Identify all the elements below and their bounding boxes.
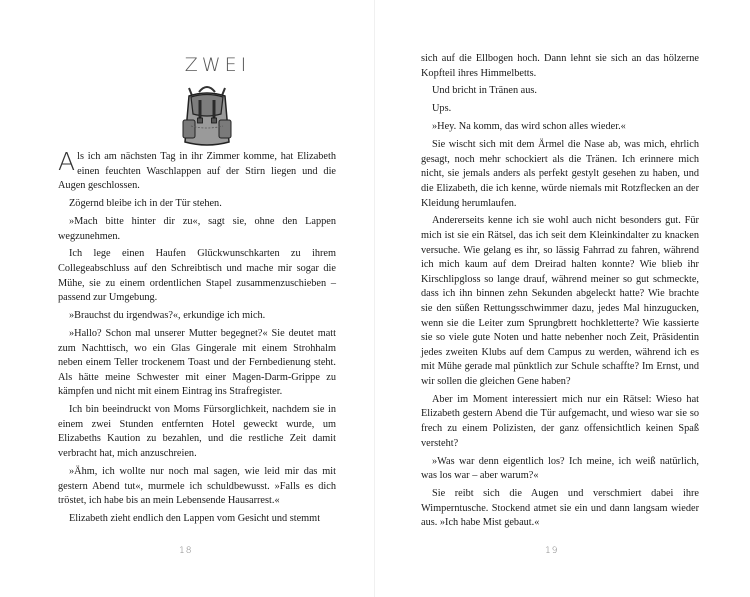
- paragraph: Ich bin beeindruckt von Moms Fürsorglichkeit, nachdem sie in einem zwei Stunden entfernten Hotel geweckt wurde, um Elizabeths Kaution zu bezahlen, und die restliche Zeit damit verbracht hat, mich anzuschreien.: [58, 404, 336, 460]
- paragraph: Sie wischt sich mit dem Ärmel die Nase ab, was mich, ehrlich gesagt, noch mehr schockiert als die Tränen. Ich erinnere mich nicht, sie jemals anders als perfekt gestylt gesehen zu haben, und die Elizabeth, die ich kenne, würde niemals mit Rotzflecken an der Kleidung herumlaufen.: [421, 139, 699, 209]
- paragraph: sich auf die Ellbogen hoch. Dann lehnt sie sich an das hölzerne Kopfteil ihres Himmelbetts.: [421, 53, 699, 79]
- paragraph: »Hallo? Schon mal unserer Mutter begegnet?« Sie deutet matt zum Nachttisch, wo ein Glas Gingerale mit einem Strohhalm neben einem Teller trockenem Toast und der Fernbedienung steht. Als hätte meine Schwester mit einer Magen-Darm-Grippe zu kämpfen und nicht mit einem Eintrag ins Strafregister.: [58, 328, 336, 398]
- right-page-text: [421, 52, 699, 534]
- paragraph: Ups.: [432, 103, 452, 115]
- paragraph-text: ls ich am nächsten Tag in ihr Zimmer komme, hat Elizabeth einen feuchten Waschlappen auf der Stirn liegen und die Augen geschlossen.: [58, 151, 336, 192]
- paragraph: Andererseits kenne ich sie wohl auch nicht besonders gut. Für mich ist sie ein Rätsel, das ich seit dem Kleinkindalter zu knacken versuche. Wie gelang es ihr, so lässig Fahrrad zu fahren, während ich mich kaum auf dem Dreirad halten konnte? Wie blieb ihr Kirschlipgloss so lange drauf, während meiner so gut schmeckte, dass ich ihn binnen zehn Sekunden abgeleckt hatte? Wie brachte sie den süßen Rettungsschwimmer dazu, jedes Mal hinzugucken, wenn sie die Leiter zum Sprungbrett hochkletterte? Wie kassierte sie so viele gute Noten und hatte nebenher noch Zeit, Präsidentin jedes zweiten Klubs auf dem Campus zu werden, während ich es mit Mühe gerade mal pünktlich zur Schule schaffte? Im Ernst, und wir sollen die gleichen Gene haben?: [421, 215, 699, 387]
- left-page-text: [58, 147, 336, 530]
- backpack-icon: [177, 82, 237, 150]
- paragraph: Und bricht in Tränen aus.: [432, 85, 537, 97]
- paragraph: Elizabeth zieht endlich den Lappen vom Gesicht und stemmt: [69, 513, 321, 525]
- page-number: 19: [545, 546, 559, 556]
- paragraph: »Mach bitte hinter dir zu«, sagt sie, ohne den Lappen wegzunehmen.: [58, 215, 336, 242]
- paragraph: Ich lege einen Haufen Glückwunschkarten zu ihrem Collegeabschluss auf den Schreibtisch und mache mir sogar die Mühe, sie zu einem ordentlichen Stapel zusammenzuschieben – passend zur Umgebung.: [58, 248, 336, 304]
- paragraph: Sie reibt sich die Augen und verschmiert dabei ihre Wimperntusche. Stockend atmet sie ein und dann langsam wieder aus. »Ich habe Mist gebaut.«: [421, 488, 699, 529]
- paragraph: Aber im Moment interessiert mich nur ein Rätsel: Wieso hat Elizabeth gestern Abend die Tür aufgemacht, und wieso war sie so frech zu einem Polizisten, der ganz offensichtlich keinen Spaß versteht?: [421, 393, 699, 449]
- page-number: 18: [179, 546, 193, 556]
- drop-cap: A: [58, 147, 76, 176]
- paragraph: »Ähm, ich wollte nur noch mal sagen, wie leid mir das mit gestern Abend tut«, murmele ich schuldbewusst. »Falls es dich tröstet, ich habe bis an mein Lebensende Hausarrest.«: [58, 465, 336, 507]
- paragraph: [58, 147, 336, 194]
- paragraph: »Hey. Na komm, das wird schon alles wieder.«: [432, 121, 626, 133]
- paragraph: »Was war denn eigentlich los? Ich meine, ich weiß natürlich, was los war – aber warum?«: [421, 455, 699, 482]
- paragraph: Zögernd bleibe ich in der Tür stehen.: [69, 198, 222, 210]
- paragraph: »Brauchst du irgendwas?«, erkundige ich mich.: [69, 310, 266, 322]
- chapter-title: ZWEI: [184, 54, 251, 76]
